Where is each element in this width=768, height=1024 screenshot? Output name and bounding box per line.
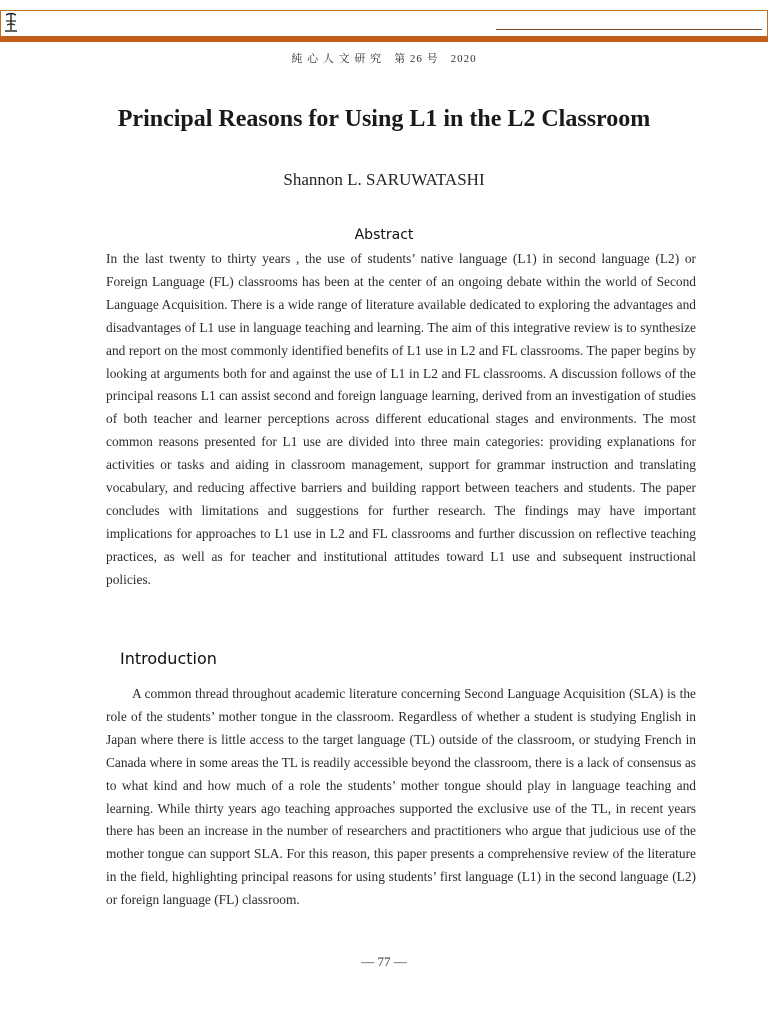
header-bar bbox=[0, 10, 768, 38]
paper-title: Principal Reasons for Using L1 in the L2 Classroom bbox=[117, 106, 651, 132]
journal-logo-icon bbox=[3, 12, 19, 34]
introduction-heading: Introduction bbox=[120, 649, 217, 668]
introduction-text bbox=[106, 683, 696, 912]
page-number: — 77 — bbox=[361, 954, 407, 969]
header-rule bbox=[496, 29, 762, 30]
abstract-heading: Abstract bbox=[354, 227, 414, 243]
author-name: Shannon L. SARUWATASHI bbox=[283, 170, 485, 189]
abstract-text: In the last twenty to thirty years , the use of students’ native language (L1) in second language (L2) or Foreign Language (FL) classrooms has been at the center of an ongoing debate within the world of Second Language Acquisition. There is a wide range of literature available dedicated to exploring the advantages and disadvantages of L1 use in language teaching and learning. The aim of this integrative review is to synthesize and report on the most commonly identified benefits of L1 use in L2 and FL classrooms. The paper begins by looking at arguments both for and against the use of L1 in L2 and FL classrooms. A discussion follows of the principal reasons L1 can assist second and foreign language learning, derived from an investigation of studies of both teacher and learner perceptions across different educational stages and environments. The most common reasons presented for L1 use are divided into three main categories: providing explanations for activities or tasks and aiding in classroom management, support for grammar instruction and translating vocabulary, and reducing affective barriers and building rapport between teachers and students. The paper concludes with limitations and suggestions for further research. The findings may have important implications for approaches to L1 use in L2 and FL classrooms and further discussion on reflective teaching practices, as well as for teacher and institutional attitudes toward L1 use and subsequent instructional policies. bbox=[106, 251, 696, 587]
introduction-body: A common thread throughout academic literature concerning Second Language Acquisition (SLA) is the role of the students’ mother tongue in the classroom. Regardless of whether a student is studying English in Japan where there is little access to the target language (TL) outside of the classroom, or studying French in Canada where in some areas the TL is readily accessible beyond the classroom, there is a lack of consensus as to what kind and how much of a role the students’ mother tongue should play in language teaching and learning. While thirty years ago teaching approaches supported the exclusive use of the TL, in recent years there has been an increase in the number of researchers and practitioners who argue that judicious use of the mother tongue can support SLA. For this reason, this paper presents a comprehensive review of the literature in the field, highlighting principal reasons for using students’ first language (L1) in the second language (L2) or foreign language (FL) classroom. bbox=[106, 686, 696, 908]
header-stripe bbox=[0, 36, 768, 42]
journal-header: 純 心 人 文 研 究 第 26 号 2020 bbox=[291, 53, 477, 65]
